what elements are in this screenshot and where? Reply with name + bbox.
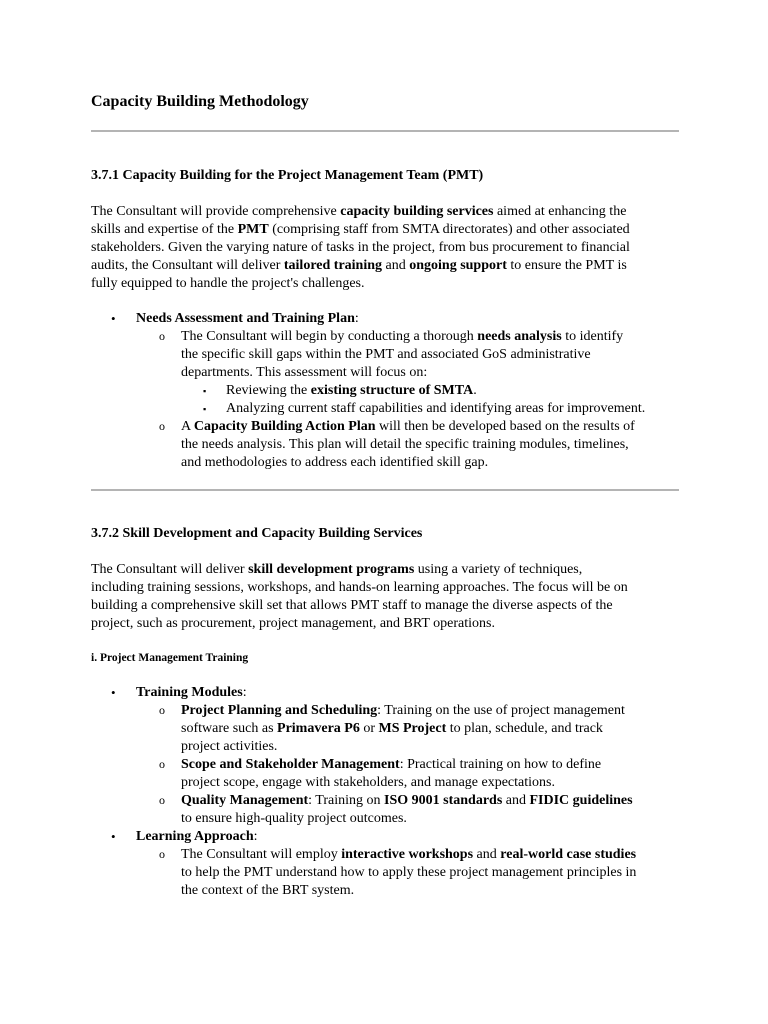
intro-paragraph-skill-development: The Consultant will deliver skill development programs using a variety of techniques, including training sessions, workshops, and hands-on learning approaches. The focus will be on building a comprehensive skill set that allows PMT staff to manage the diverse aspects of the project, such as procurement, project management, and BRT operations. [91,562,628,631]
square-bullet-icon: ▪ [203,404,207,414]
square-bullet-icon: ▪ [203,386,207,396]
intro-paragraph-pmt: The Consultant will provide comprehensive capacity building services aimed at enhancing the skills and expertise of the PMT (comprising staff from SMTA directorates) and other associated stakeholders. Given the varying nature of tasks in the project, from bus procurement to financial audits, the Consultant will deliver tailored training and ongoing support to ensure the PMT is fully equipped to handle the project's challenges. [91,204,630,291]
document-title: Capacity Building Methodology [91,93,309,110]
section-divider [91,489,679,491]
circle-bullet-icon: o [159,847,165,861]
circle-bullet-icon: o [159,793,165,807]
section-divider [91,130,679,132]
subsection-heading-project-management-training: i. Project Management Training [91,652,249,664]
circle-bullet-icon: o [159,703,165,717]
section-heading-3-7-2: 3.7.2 Skill Development and Capacity Building Services [91,526,423,541]
disc-bullet-icon: • [111,685,116,700]
document-page: Capacity Building Methodology 3.7.1 Capacity Building for the Project Management Team (PMT) The Consultant will provide comprehensive capacity building services aimed at enhancing the skills and expertise of the PMT (comprising staff from SMTA directorates) and other associated stakeholders. Given the varying nature of tasks in the project, from bus procurement to financial audits, the Consultant will deliver tailored training and ongoing support to ensure the PMT is fully equipped to handle the project's challenges. • Needs Assessment and Training Plan: o The Consultant will begin by conducting a thorough needs analysis to identify the specific skill gaps within the PMT and associated GoS administrative departments. This assessment will focus on: ▪ Reviewing the existing structure of SMTA. ▪ Analyzing current staff capabilities and identifying areas for improvement. o A Capacity Building Action Plan will then be developed based on the results of the needs analysis. This plan will detail the specific training modules, timelines, and methodologies to address each identified skill gap. 3.7.2 Skill Development and Capacity Building Services The Consultant will deliver skill development programs using a variety of techniques, including training sessions, workshops, and hands-on learning approaches. The focus will be on building a comprehensive skill set that allows PMT staff to manage the diverse aspects of the project, such as procurement, project management, and BRT operations. i. Project Management Training • Training Modules: o Project Planning and Scheduling: Training on the use of project management software such as Primavera P6 or MS Project to plan, schedule, and track project activities. o Scope and Stakeholder Management: Practical training on how to define project scope, engage with stakeholders, and manage expectations. o Quality Management: Training on ISO 9001 standards and FIDIC guidelines to ensure high-quality project outcomes. • Learning Approach: o The Consultant will employ interactive workshops and real-world case studies to help the PMT understand how to apply these project management principles in the context of the BRT system. [0,0,768,1024]
section-heading-3-7-1: 3.7.1 Capacity Building for the Project Management Team (PMT) [91,168,484,183]
circle-bullet-icon: o [159,757,165,771]
disc-bullet-icon: • [111,829,116,844]
circle-bullet-icon: o [159,419,165,433]
disc-bullet-icon: • [111,311,116,326]
circle-bullet-icon: o [159,329,165,343]
